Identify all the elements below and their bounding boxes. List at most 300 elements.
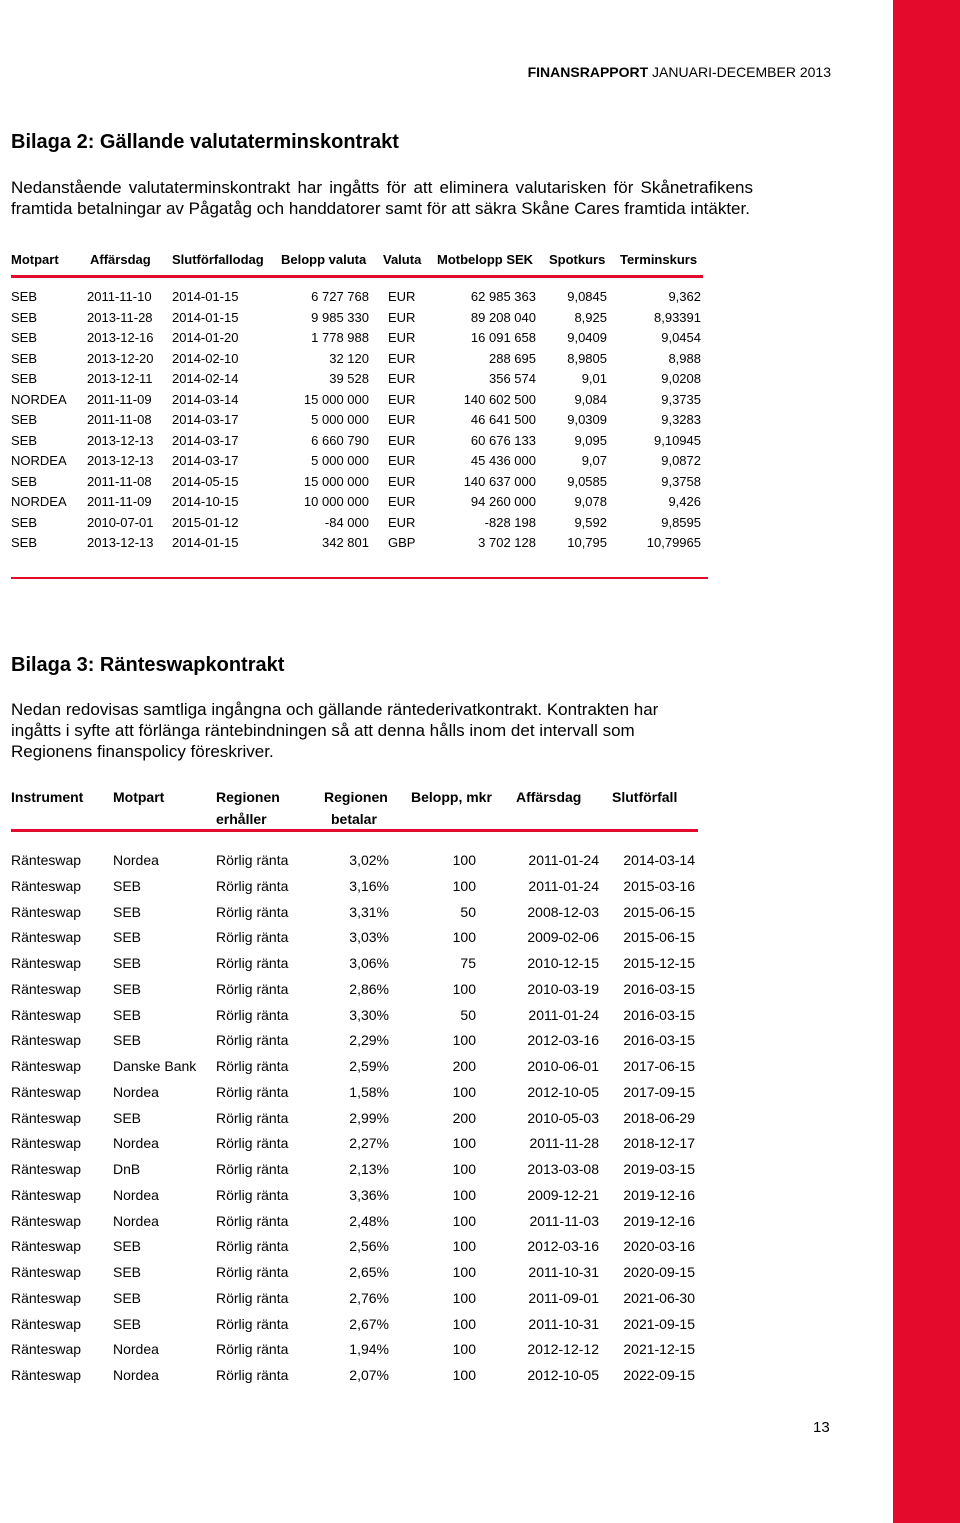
- swap-cell-instrument: Ränteswap: [11, 877, 82, 894]
- swap-table-row: [11, 1367, 701, 1387]
- swap-cell-instrument: Ränteswap: [11, 1058, 82, 1074]
- fx-cell-motbelopp-sek: 46 641 500: [470, 412, 536, 427]
- section3-paragraph: Nedan redovisas samtliga ingångna och gällande räntederivatkontrakt. Kontrakten har ingåtts i syfte att förlänga räntebindningen så att denna hålls inom det intervall som Regionens finanspolicy föreskriver.: [11, 700, 659, 761]
- fx-cell-affarsdag: 2013-12-13: [87, 535, 154, 550]
- fx-cell-affarsdag: 2011-11-09: [87, 494, 152, 509]
- swap-cell-belopp: 100: [452, 877, 476, 894]
- swap-cell-belopp: 100: [452, 1341, 476, 1358]
- swap-cell-instrument: Ränteswap: [11, 1289, 82, 1306]
- swap-cell-instrument: Ränteswap: [11, 1006, 82, 1023]
- fx-cell-valuta: EUR: [388, 330, 416, 345]
- swap-cell-regionen-betalar: 3,31%: [349, 903, 389, 920]
- fx-cell-slutforfallodag: 2014-01-15: [172, 289, 239, 304]
- fx-table-row: [11, 371, 703, 391]
- swap-cell-slutforfall: 2020-03-16: [623, 1238, 695, 1255]
- fx-cell-affarsdag: 2011-11-08: [87, 473, 152, 489]
- fx-cell-terminskurs: 9,3758: [661, 473, 701, 489]
- fx-cell-motpart: SEB: [11, 350, 38, 366]
- fx-cell-valuta: EUR: [388, 453, 416, 468]
- fx-cell-terminskurs: 9,0872: [661, 453, 701, 468]
- swap-cell-affarsdag: 2013-03-08: [527, 1161, 599, 1177]
- swap-cell-instrument: Ränteswap: [11, 955, 82, 971]
- fx-cell-spotkurs: 9,0409: [567, 330, 607, 345]
- swap-table-row: [11, 1264, 701, 1284]
- fx-cell-valuta: EUR: [388, 514, 416, 530]
- swap-cell-regionen-betalar: 2,86%: [349, 980, 389, 997]
- swap-cell-affarsdag: 2012-03-16: [527, 1238, 599, 1255]
- fx-cell-terminskurs: 9,362: [668, 289, 701, 304]
- swap-table-row: [11, 852, 701, 872]
- swap-cell-regionen-erhaller: Rörlig ränta: [216, 1341, 289, 1358]
- swap-cell-belopp: 100: [452, 1315, 476, 1332]
- fx-cell-spotkurs: 9,0845: [567, 289, 607, 304]
- fx-cell-belopp-valuta: 10 000 000: [303, 494, 369, 509]
- swap-table-row: [11, 1058, 701, 1078]
- swap-table-row: [11, 1161, 701, 1181]
- fx-col-belopp-valuta: Belopp valuta: [281, 252, 367, 267]
- swap-cell-instrument: Ränteswap: [11, 980, 82, 997]
- swap-table-row: [11, 1213, 701, 1233]
- fx-cell-valuta: GBP: [388, 535, 416, 550]
- fx-cell-belopp-valuta: -84 000: [324, 514, 369, 530]
- fx-cell-terminskurs: 9,8595: [661, 514, 701, 530]
- swap-table-row: [11, 1032, 701, 1052]
- fx-cell-motpart: SEB: [11, 289, 38, 304]
- swap-cell-regionen-betalar: 1,94%: [349, 1341, 389, 1358]
- swap-cell-instrument: Ränteswap: [11, 1315, 82, 1332]
- swap-cell-slutforfall: 2016-03-15: [623, 980, 695, 997]
- swap-cell-regionen-betalar: 2,67%: [349, 1315, 389, 1332]
- fx-col-motbelopp-sek: Motbelopp SEK: [437, 252, 534, 267]
- fx-table-row: [11, 515, 703, 535]
- swap-cell-regionen-betalar: 2,27%: [349, 1135, 389, 1152]
- fx-table-row: [11, 494, 703, 514]
- fx-table-row: [11, 453, 703, 473]
- fx-cell-slutforfallodag: 2015-01-12: [172, 514, 239, 530]
- swap-cell-regionen-betalar: 3,06%: [349, 955, 389, 971]
- fx-cell-terminskurs: 9,3283: [661, 412, 701, 427]
- swap-cell-motpart: SEB: [113, 1315, 142, 1332]
- swap-cell-instrument: Ränteswap: [11, 1083, 82, 1100]
- swap-cell-belopp: 100: [452, 1264, 476, 1280]
- swap-cell-regionen-erhaller: Rörlig ränta: [216, 1367, 289, 1383]
- swap-cell-belopp: 200: [452, 1109, 476, 1126]
- swap-cell-instrument: Ränteswap: [11, 1238, 82, 1255]
- swap-cell-affarsdag: 2011-10-31: [528, 1315, 599, 1332]
- fx-table-row: [11, 392, 703, 412]
- swap-cell-affarsdag: 2011-01-24: [528, 877, 599, 894]
- swap-col-slutforfall: Slutförfall: [612, 789, 678, 805]
- swap-cell-affarsdag: 2012-03-16: [527, 1032, 599, 1049]
- swap-cell-motpart: Danske Bank: [113, 1058, 197, 1074]
- swap-cell-instrument: Ränteswap: [11, 1186, 82, 1203]
- swap-cell-regionen-erhaller: Rörlig ränta: [216, 1289, 289, 1306]
- swap-cell-affarsdag: 2008-12-03: [527, 903, 599, 920]
- fx-table-row: [11, 330, 703, 350]
- fx-cell-terminskurs: 10,79965: [646, 535, 701, 550]
- swap-cell-affarsdag: 2010-03-19: [527, 980, 599, 997]
- swap-table-row: [11, 981, 701, 1001]
- swap-cell-regionen-erhaller: Rörlig ränta: [216, 1264, 289, 1280]
- fx-col-motpart: Motpart: [11, 252, 59, 267]
- swap-cell-instrument: Ränteswap: [11, 929, 82, 946]
- fx-cell-spotkurs: 8,9805: [567, 350, 607, 366]
- fx-cell-affarsdag: 2013-12-13: [87, 453, 154, 468]
- swap-table-row: [11, 904, 701, 924]
- fx-cell-motbelopp-sek: 140 637 000: [463, 473, 536, 489]
- fx-table-row: [11, 433, 703, 453]
- fx-cell-motbelopp-sek: 140 602 500: [463, 391, 536, 407]
- fx-cell-motpart: SEB: [11, 473, 38, 489]
- fx-cell-terminskurs: 9,426: [668, 494, 701, 509]
- swap-cell-slutforfall: 2021-06-30: [623, 1289, 695, 1306]
- fx-cell-spotkurs: 8,925: [574, 309, 607, 325]
- swap-cell-slutforfall: 2022-09-15: [623, 1367, 695, 1383]
- swap-cell-slutforfall: 2014-03-14: [623, 852, 695, 868]
- fx-cell-slutforfallodag: 2014-03-17: [172, 453, 239, 468]
- fx-cell-motpart: SEB: [11, 535, 38, 550]
- swap-col-motpart: Motpart: [113, 789, 165, 805]
- swap-cell-slutforfall: 2019-12-16: [623, 1186, 695, 1203]
- fx-table-header: [11, 251, 703, 278]
- fx-cell-belopp-valuta: 5 000 000: [311, 412, 369, 427]
- fx-cell-slutforfallodag: 2014-10-15: [172, 494, 239, 509]
- fx-cell-valuta: EUR: [388, 494, 416, 509]
- swap-cell-belopp: 50: [460, 903, 476, 920]
- fx-cell-belopp-valuta: 9 985 330: [311, 309, 369, 325]
- swap-cell-slutforfall: 2015-06-15: [623, 929, 695, 946]
- fx-cell-motbelopp-sek: 16 091 658: [470, 330, 536, 345]
- fx-cell-belopp-valuta: 5 000 000: [311, 453, 369, 468]
- fx-cell-motpart: SEB: [11, 330, 38, 345]
- fx-cell-motpart: NORDEA: [11, 494, 67, 509]
- swap-cell-affarsdag: 2011-01-24: [528, 852, 599, 868]
- swap-cell-instrument: Ränteswap: [11, 852, 82, 868]
- section2-title: Bilaga 2: Gällande valutaterminskontrakt: [11, 131, 399, 153]
- fx-cell-slutforfallodag: 2014-01-15: [172, 309, 239, 325]
- fx-cell-spotkurs: 9,0585: [567, 473, 607, 489]
- swap-cell-affarsdag: 2011-10-31: [528, 1264, 599, 1280]
- fx-cell-valuta: EUR: [388, 473, 416, 489]
- swap-cell-slutforfall: 2016-03-15: [623, 1032, 695, 1049]
- swap-cell-belopp: 50: [460, 1006, 476, 1023]
- fx-cell-affarsdag: 2011-11-09: [87, 391, 152, 407]
- swap-table-row: [11, 1316, 701, 1336]
- swap-cell-slutforfall: 2018-12-17: [623, 1135, 695, 1152]
- swap-cell-belopp: 100: [452, 1135, 476, 1152]
- swap-cell-belopp: 100: [452, 1238, 476, 1255]
- fx-cell-motpart: SEB: [11, 371, 38, 386]
- swap-cell-regionen-betalar: 2,59%: [349, 1058, 389, 1074]
- swap-col-regionen-erhaller-2: erhåller: [216, 811, 267, 827]
- swap-cell-affarsdag: 2009-02-06: [527, 929, 599, 946]
- fx-cell-valuta: EUR: [388, 350, 416, 366]
- swap-cell-instrument: Ränteswap: [11, 1135, 82, 1152]
- swap-cell-motpart: SEB: [113, 903, 142, 920]
- fx-cell-spotkurs: 9,084: [574, 391, 607, 407]
- swap-cell-regionen-betalar: 2,07%: [349, 1367, 389, 1383]
- swap-cell-affarsdag: 2010-05-03: [527, 1109, 599, 1126]
- fx-cell-motpart: NORDEA: [11, 391, 67, 407]
- swap-table-row: [11, 955, 701, 975]
- swap-table-row: [11, 1110, 701, 1130]
- fx-cell-valuta: EUR: [388, 391, 416, 407]
- swap-table-row: [11, 878, 701, 898]
- swap-cell-affarsdag: 2010-12-15: [527, 955, 599, 971]
- swap-cell-belopp: 100: [452, 1212, 476, 1229]
- fx-cell-spotkurs: 9,01: [581, 371, 607, 386]
- swap-table-row: [11, 1187, 701, 1207]
- swap-cell-slutforfall: 2015-03-16: [623, 877, 695, 894]
- swap-cell-regionen-erhaller: Rörlig ränta: [216, 1186, 289, 1203]
- swap-cell-belopp: 100: [452, 1032, 476, 1049]
- swap-cell-belopp: 100: [452, 980, 476, 997]
- fx-table-row: [11, 412, 703, 432]
- swap-cell-motpart: SEB: [113, 1006, 142, 1023]
- swap-cell-regionen-betalar: 3,02%: [349, 852, 389, 868]
- swap-cell-regionen-betalar: 1,58%: [349, 1083, 389, 1100]
- swap-cell-regionen-erhaller: Rörlig ränta: [216, 852, 289, 868]
- fx-cell-affarsdag: 2010-07-01: [87, 514, 154, 530]
- swap-cell-belopp: 100: [452, 929, 476, 946]
- swap-col-regionen-betalar-2: betalar: [331, 811, 377, 827]
- fx-cell-motpart: SEB: [11, 412, 38, 427]
- swap-cell-regionen-betalar: 2,99%: [349, 1109, 389, 1126]
- fx-cell-motbelopp-sek: 60 676 133: [470, 432, 536, 448]
- fx-col-slutforfallodag: Slutförfallodag: [172, 252, 264, 267]
- fx-cell-affarsdag: 2011-11-10: [87, 289, 152, 304]
- swap-cell-motpart: Nordea: [113, 1367, 159, 1383]
- swap-cell-regionen-betalar: 2,76%: [349, 1289, 389, 1306]
- fx-cell-affarsdag: 2013-12-16: [87, 330, 154, 345]
- swap-cell-motpart: SEB: [113, 980, 142, 997]
- fx-cell-motbelopp-sek: 89 208 040: [470, 309, 536, 325]
- swap-cell-instrument: Ränteswap: [11, 1109, 82, 1126]
- fx-cell-valuta: EUR: [388, 309, 416, 325]
- swap-cell-regionen-erhaller: Rörlig ränta: [216, 929, 289, 946]
- swap-cell-affarsdag: 2012-12-12: [527, 1341, 599, 1358]
- fx-table-row: [11, 474, 703, 494]
- fx-cell-slutforfallodag: 2014-03-17: [172, 432, 239, 448]
- swap-cell-motpart: Nordea: [113, 1135, 159, 1152]
- swap-col-affarsdag: Affärsdag: [516, 789, 582, 805]
- fx-cell-belopp-valuta: 32 120: [329, 350, 369, 366]
- fx-cell-slutforfallodag: 2014-01-15: [172, 535, 239, 550]
- swap-cell-motpart: Nordea: [113, 1212, 159, 1229]
- fx-table-bottom-rule: [11, 577, 708, 579]
- fx-cell-belopp-valuta: 6 660 790: [311, 432, 369, 448]
- fx-cell-motbelopp-sek: 94 260 000: [470, 494, 536, 509]
- fx-cell-belopp-valuta: 342 801: [322, 535, 369, 550]
- swap-cell-regionen-betalar: 2,13%: [349, 1161, 389, 1177]
- fx-cell-spotkurs: 9,07: [581, 453, 607, 468]
- fx-cell-motpart: SEB: [11, 514, 38, 530]
- fx-cell-terminskurs: 9,0454: [661, 330, 701, 345]
- swap-cell-motpart: Nordea: [113, 852, 159, 868]
- swap-cell-instrument: Ränteswap: [11, 1212, 82, 1229]
- swap-cell-slutforfall: 2019-03-15: [623, 1161, 695, 1177]
- fx-cell-spotkurs: 9,078: [574, 494, 607, 509]
- swap-cell-regionen-betalar: 2,56%: [349, 1238, 389, 1255]
- swap-cell-motpart: Nordea: [113, 1341, 159, 1358]
- swap-cell-motpart: SEB: [113, 955, 142, 971]
- fx-cell-affarsdag: 2013-11-28: [87, 309, 153, 325]
- fx-cell-slutforfallodag: 2014-01-20: [172, 330, 239, 345]
- fx-cell-belopp-valuta: 39 528: [329, 371, 369, 386]
- fx-cell-terminskurs: 8,93391: [654, 309, 701, 325]
- swap-col-regionen-erhaller-1: Regionen: [216, 789, 280, 805]
- swap-cell-regionen-betalar: 3,16%: [349, 877, 389, 894]
- swap-cell-affarsdag: 2011-09-01: [528, 1289, 599, 1306]
- swap-cell-motpart: DnB: [113, 1161, 141, 1177]
- swap-cell-motpart: SEB: [113, 877, 142, 894]
- swap-cell-regionen-betalar: 3,30%: [349, 1006, 389, 1023]
- section3-title: Bilaga 3: Ränteswapkontrakt: [11, 654, 285, 676]
- fx-cell-valuta: EUR: [388, 371, 416, 386]
- swap-cell-slutforfall: 2020-09-15: [623, 1264, 695, 1280]
- swap-cell-slutforfall: 2017-06-15: [623, 1058, 695, 1074]
- fx-col-affarsdag: Affärsdag: [90, 252, 151, 267]
- swap-cell-affarsdag: 2012-10-05: [527, 1367, 599, 1383]
- fx-cell-motbelopp-sek: 62 985 363: [470, 289, 536, 304]
- swap-cell-instrument: Ränteswap: [11, 1264, 82, 1280]
- fx-cell-motpart: SEB: [11, 309, 38, 325]
- swap-table-row: [11, 1238, 701, 1258]
- swap-cell-belopp: 100: [452, 1367, 476, 1383]
- swap-cell-slutforfall: 2015-12-15: [623, 955, 695, 971]
- fx-cell-motpart: NORDEA: [11, 453, 67, 468]
- swap-cell-motpart: SEB: [113, 1238, 142, 1255]
- swap-cell-regionen-betalar: 3,03%: [349, 929, 389, 946]
- fx-cell-valuta: EUR: [388, 412, 416, 427]
- fx-cell-motbelopp-sek: 356 574: [489, 371, 536, 386]
- swap-col-regionen-betalar-1: Regionen: [324, 789, 388, 805]
- swap-cell-regionen-erhaller: Rörlig ränta: [216, 955, 289, 971]
- swap-cell-slutforfall: 2018-06-29: [623, 1109, 695, 1126]
- red-side-bar: [893, 0, 960, 1523]
- swap-cell-motpart: SEB: [113, 1289, 142, 1306]
- swap-cell-affarsdag: 2012-10-05: [527, 1083, 599, 1100]
- swap-cell-motpart: SEB: [113, 1109, 142, 1126]
- swap-cell-regionen-erhaller: Rörlig ränta: [216, 903, 289, 920]
- fx-cell-spotkurs: 10,795: [567, 535, 607, 550]
- swap-cell-slutforfall: 2017-09-15: [623, 1083, 695, 1100]
- fx-cell-affarsdag: 2013-12-11: [87, 371, 153, 386]
- swap-cell-affarsdag: 2011-11-28: [529, 1135, 599, 1152]
- swap-cell-motpart: Nordea: [113, 1083, 159, 1100]
- swap-cell-regionen-erhaller: Rörlig ränta: [216, 1058, 289, 1074]
- swap-cell-regionen-erhaller: Rörlig ränta: [216, 980, 289, 997]
- fx-cell-motbelopp-sek: -828 198: [484, 514, 536, 530]
- fx-col-spotkurs: Spotkurs: [549, 252, 606, 267]
- swap-cell-instrument: Ränteswap: [11, 1367, 82, 1383]
- swap-cell-instrument: Ränteswap: [11, 1161, 82, 1177]
- fx-cell-belopp-valuta: 6 727 768: [311, 289, 369, 304]
- swap-cell-regionen-erhaller: Rörlig ränta: [216, 1032, 289, 1049]
- page-number: 13: [813, 1419, 830, 1436]
- swap-cell-affarsdag: 2011-11-03: [529, 1212, 599, 1229]
- swap-cell-regionen-betalar: 3,36%: [349, 1186, 389, 1203]
- fx-table-row: [11, 289, 703, 309]
- fx-cell-terminskurs: 9,10945: [654, 432, 701, 448]
- fx-table-row: [11, 310, 703, 330]
- swap-cell-regionen-erhaller: Rörlig ränta: [216, 1212, 289, 1229]
- swap-cell-belopp: 200: [452, 1058, 476, 1074]
- swap-cell-slutforfall: 2015-06-15: [623, 903, 695, 920]
- fx-cell-spotkurs: 9,095: [574, 432, 607, 448]
- swap-cell-affarsdag: 2010-06-01: [527, 1058, 599, 1074]
- fx-col-valuta: Valuta: [383, 252, 422, 267]
- swap-cell-slutforfall: 2021-09-15: [623, 1315, 695, 1332]
- report-header: [528, 64, 831, 80]
- fx-cell-terminskurs: 8,988: [668, 350, 701, 366]
- swap-cell-regionen-erhaller: Rörlig ränta: [216, 1238, 289, 1255]
- swap-cell-regionen-erhaller: Rörlig ränta: [216, 1006, 289, 1023]
- swap-cell-regionen-erhaller: Rörlig ränta: [216, 1109, 289, 1126]
- fx-cell-terminskurs: 9,3735: [661, 391, 701, 407]
- swap-cell-belopp: 100: [452, 852, 476, 868]
- swap-table-row: [11, 1135, 701, 1155]
- section2-paragraph: Nedanstående valutaterminskontrakt har ingåtts för att eliminera valutarisken för Skånetrafikens framtida betalningar av Pågatåg och handdatorer samt för att säkra Skåne Cares framtida intäkter.: [11, 178, 753, 218]
- swap-cell-belopp: 100: [452, 1083, 476, 1100]
- header-bold: FINANSRAPPORT: [527, 64, 649, 80]
- fx-cell-motbelopp-sek: 3 702 128: [478, 535, 536, 550]
- swap-table-row: [11, 929, 701, 949]
- fx-cell-belopp-valuta: 15 000 000: [303, 473, 369, 489]
- fx-cell-valuta: EUR: [388, 432, 416, 448]
- fx-cell-motbelopp-sek: 45 436 000: [470, 453, 536, 468]
- swap-col-instrument: Instrument: [11, 789, 84, 805]
- header-rest: JANUARI-DECEMBER 2013: [648, 64, 831, 80]
- swap-cell-instrument: Ränteswap: [11, 1341, 82, 1358]
- fx-cell-slutforfallodag: 2014-03-17: [172, 412, 239, 427]
- swap-table-row: [11, 1007, 701, 1027]
- fx-table-row: [11, 535, 703, 555]
- swap-table-row: [11, 1341, 701, 1361]
- fx-cell-belopp-valuta: 1 778 988: [311, 330, 369, 345]
- swap-cell-belopp: 75: [460, 955, 476, 971]
- swap-cell-slutforfall: 2016-03-15: [623, 1006, 695, 1023]
- swap-table-row: [11, 1290, 701, 1310]
- fx-cell-slutforfallodag: 2014-02-10: [172, 350, 239, 366]
- fx-cell-affarsdag: 2013-12-20: [87, 350, 154, 366]
- fx-cell-motpart: SEB: [11, 432, 38, 448]
- fx-cell-valuta: EUR: [388, 289, 416, 304]
- fx-cell-motbelopp-sek: 288 695: [489, 350, 536, 366]
- swap-cell-motpart: SEB: [113, 929, 142, 946]
- swap-cell-motpart: SEB: [113, 1032, 142, 1049]
- swap-cell-regionen-erhaller: Rörlig ränta: [216, 1135, 289, 1152]
- swap-cell-instrument: Ränteswap: [11, 903, 82, 920]
- swap-cell-affarsdag: 2011-01-24: [528, 1006, 599, 1023]
- fx-cell-slutforfallodag: 2014-02-14: [172, 371, 239, 386]
- fx-cell-slutforfallodag: 2014-03-14: [172, 391, 239, 407]
- swap-cell-motpart: Nordea: [113, 1186, 159, 1203]
- fx-table-row: [11, 351, 703, 371]
- swap-cell-regionen-erhaller: Rörlig ränta: [216, 1161, 289, 1177]
- fx-cell-terminskurs: 9,0208: [661, 371, 701, 386]
- fx-col-terminskurs: Terminskurs: [620, 252, 698, 267]
- swap-cell-slutforfall: 2021-12-15: [623, 1341, 695, 1358]
- fx-cell-affarsdag: 2013-12-13: [87, 432, 154, 448]
- swap-cell-slutforfall: 2019-12-16: [623, 1212, 695, 1229]
- swap-cell-affarsdag: 2009-12-21: [527, 1186, 599, 1203]
- swap-cell-instrument: Ränteswap: [11, 1032, 82, 1049]
- swap-cell-regionen-betalar: 2,48%: [349, 1212, 389, 1229]
- fx-cell-spotkurs: 9,592: [574, 514, 607, 530]
- swap-cell-regionen-erhaller: Rörlig ränta: [216, 1083, 289, 1100]
- swap-cell-regionen-betalar: 2,65%: [349, 1264, 389, 1280]
